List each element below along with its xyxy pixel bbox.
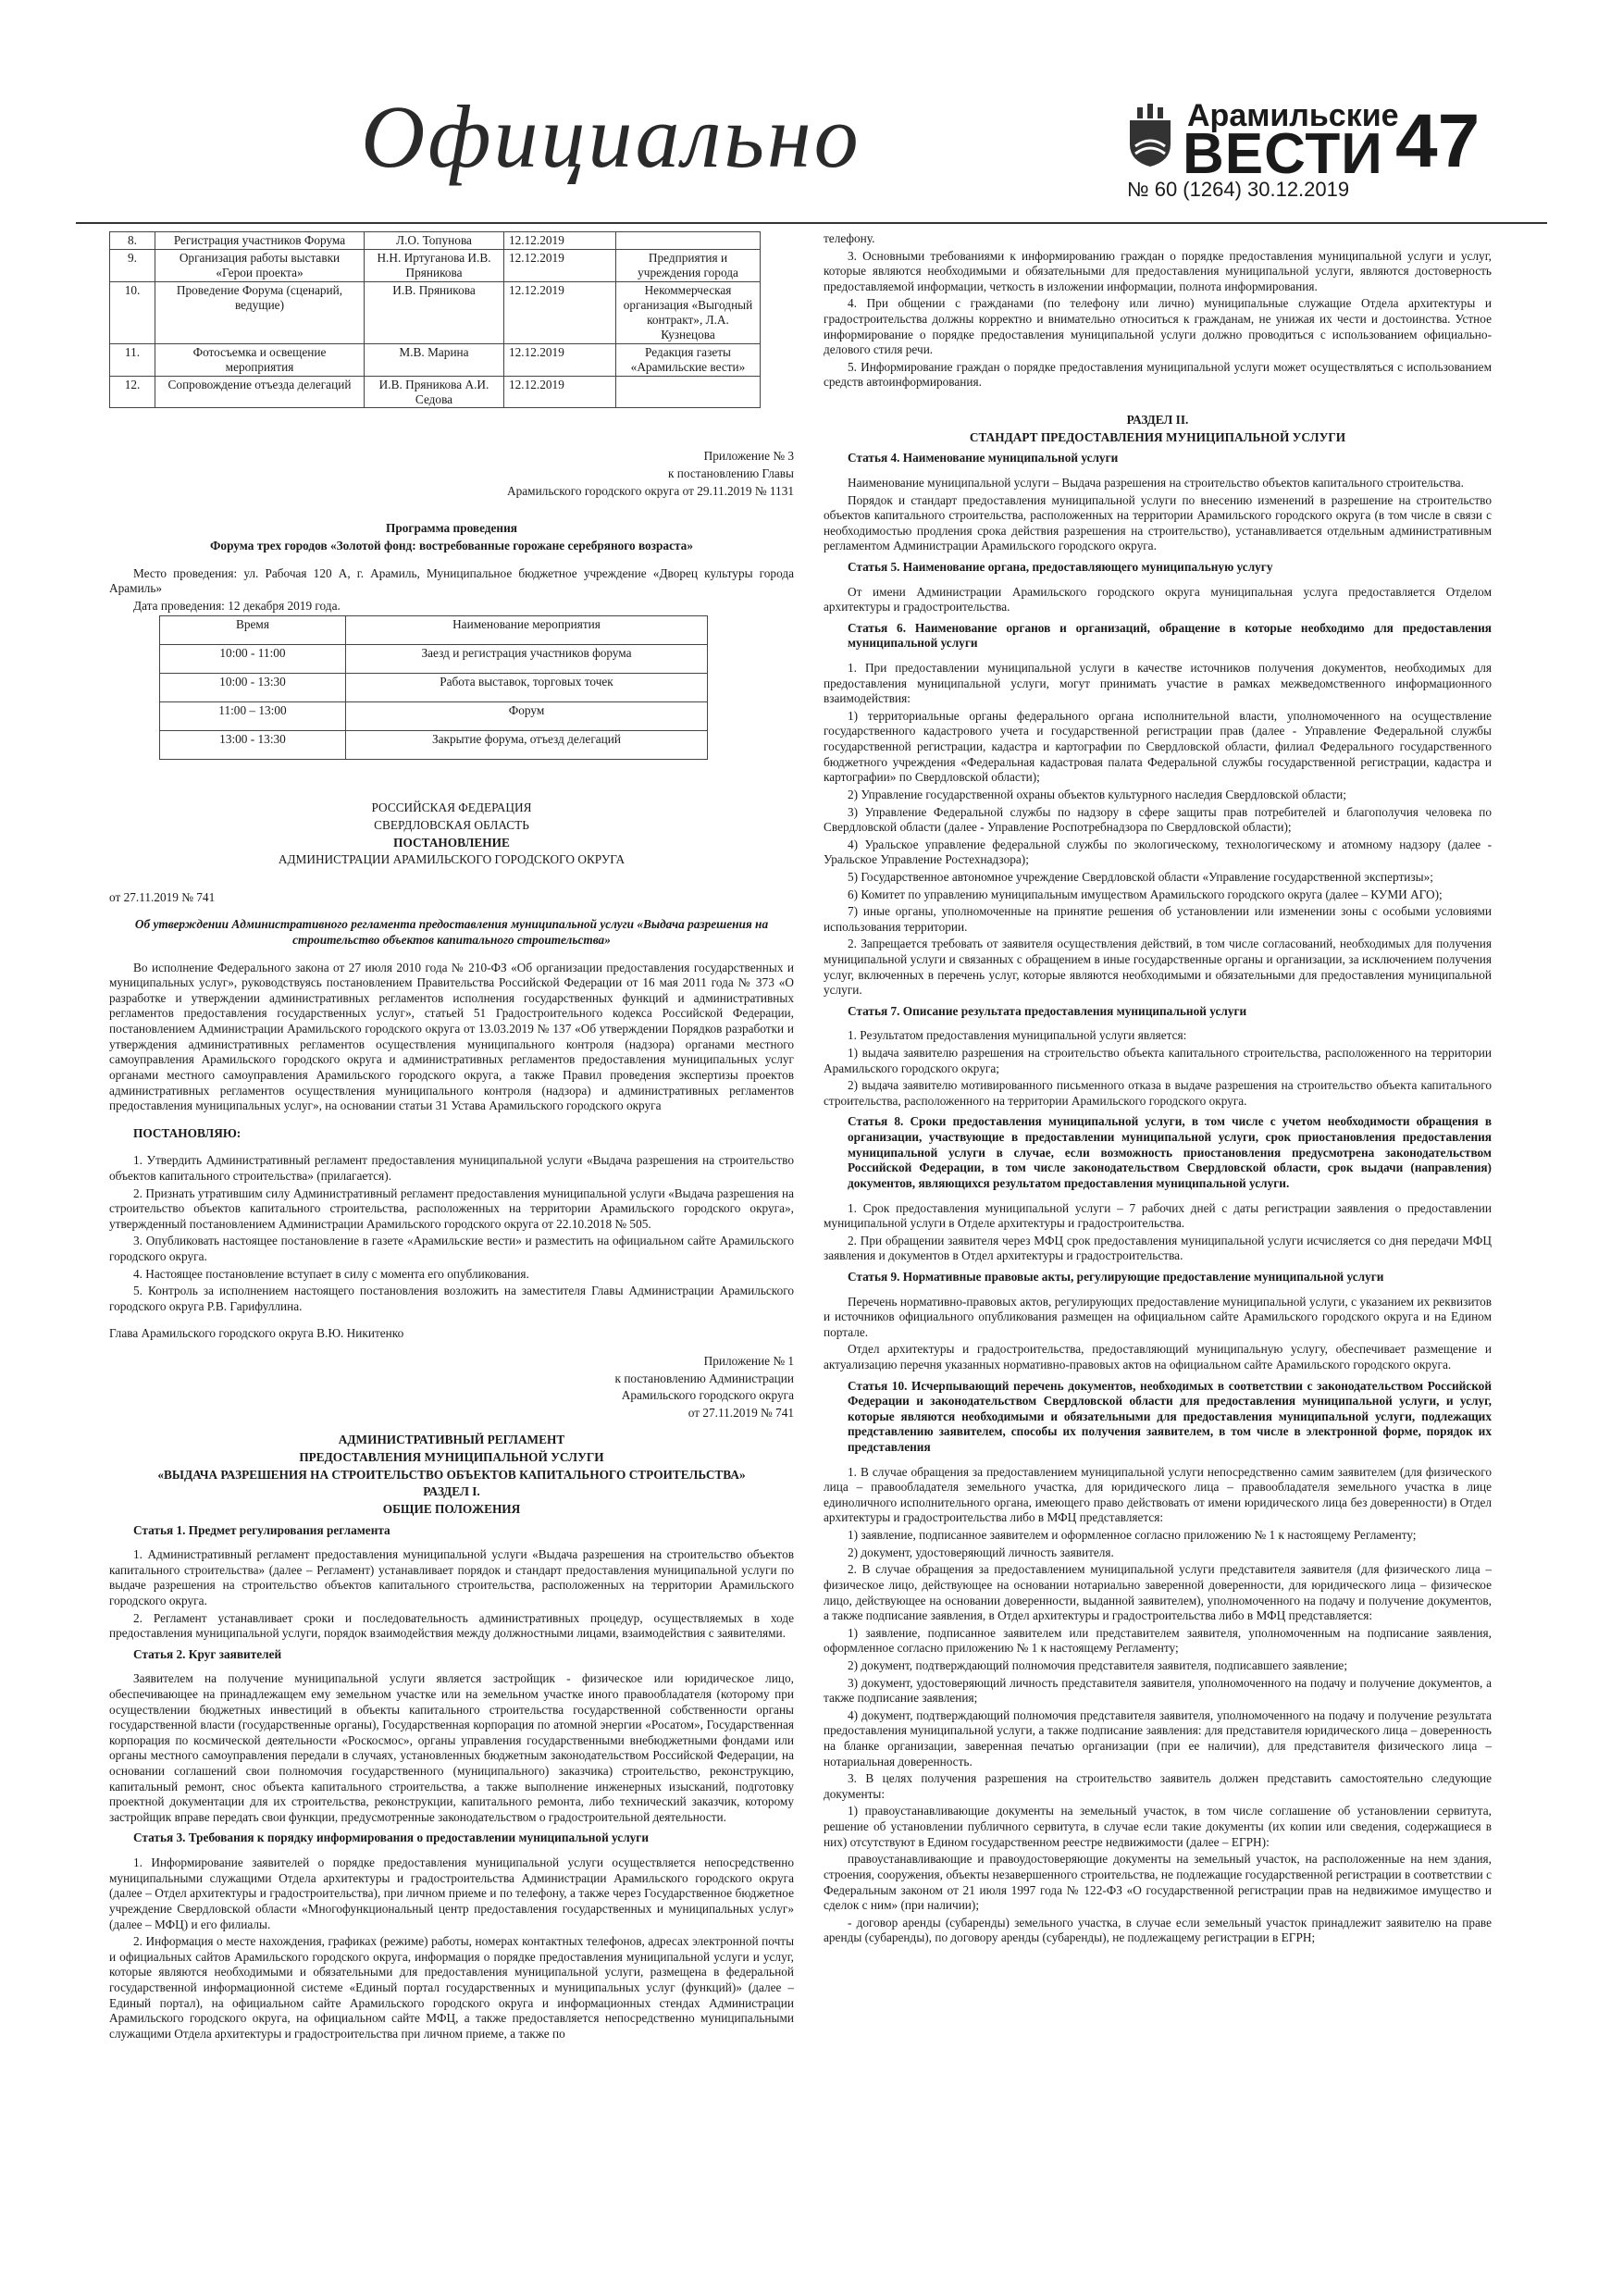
table-cell: И.В. Пряникова bbox=[365, 281, 504, 343]
paragraph: Порядок и стандарт предоставления муниципальной услуги по внесению изменений в разрешение на строительство объектов капитального строительства, расположенных на территории Арамильского городского округа (в том числе в связи с необходимостью продления срока действия разрешения на строительство), устанавливается отдельным административным регламентом Администрации Арамильского городского округа. bbox=[824, 492, 1492, 553]
appendix1-line: к постановлению Администрации bbox=[614, 1371, 794, 1385]
paragraph: 2. Регламент устанавливает сроки и последовательность административных процедур, осуществляемых в ходе предоставления муниципальной услуги, порядок взаимодействия между должностными лицами, взаимодействия с заявителями. bbox=[109, 1610, 794, 1641]
article-heading: Статья 3. Требования к порядку информирования о предоставлении муниципальной услуги bbox=[133, 1831, 650, 1845]
table-cell: Заезд и регистрация участников форума bbox=[346, 645, 708, 674]
table-cell: Закрытие форума, отъезд делегаций bbox=[346, 731, 708, 760]
paragraph: 2) Управление государственной охраны объектов культурного наследия Свердловской области; bbox=[848, 787, 1346, 801]
table-cell: 8. bbox=[110, 232, 155, 250]
paragraph: 2. При обращении заявителя через МФЦ срок предоставления муниципальной услуги исчисляется со дня передачи МФЦ заявления и документов в Отдел архитектуры и градостроительства. bbox=[824, 1233, 1492, 1263]
decree-type: ПОСТАНОВЛЕНИЕ bbox=[393, 835, 510, 850]
decree-item: 3. Опубликовать настоящее постановление в газете «Арамильские вести» и разместить на официальном сайте Арамильского городского округа. bbox=[109, 1234, 794, 1263]
paragraph: 1. При предоставлении муниципальной услуги в качестве источников получения документов, необходимых для предоставления муниципальной услуги, могут принимать участие в рамках межведомственного информационного взаимодействия: bbox=[824, 661, 1492, 706]
program-date: Дата проведения: 12 декабря 2019 года. bbox=[133, 598, 341, 613]
section-heading: РАЗДЕЛ II. bbox=[1126, 413, 1189, 428]
paragraph: 7) иные органы, уполномоченные на принятие решения об установлении или изменении зоны с особыми условиями использования территории. bbox=[824, 904, 1492, 934]
regulation-title: АДМИНИСТРАТИВНЫЙ РЕГЛАМЕНТ bbox=[338, 1433, 565, 1447]
paragraph: правоустанавливающие и правоудостоверяющие документы на земельный участок, на расположенные на нем здания, строения, сооружения, объекты незавершенного строительства, не подлежащие государственной регистрации в соответствии с Федеральным законом от 21 июля 1997 года № 122-ФЗ «О государственной регистрации прав на недвижимое имущество и сделок с ним» (при наличии); bbox=[824, 1852, 1492, 1913]
article-heading: Статья 5. Наименование органа, предоставляющего муниципальную услугу bbox=[848, 559, 1273, 574]
paragraph: 6) Комитет по управлению муниципальным имуществом Арамильского городского округа (далее – КУМИ АГО); bbox=[848, 887, 1443, 901]
table-header-row bbox=[160, 616, 708, 645]
table-cell: Работа выставок, торговых точек bbox=[346, 674, 708, 702]
program-name: Форума трех городов «Золотой фонд: востребованные горожане серебряного возраста» bbox=[210, 538, 693, 552]
forum-table bbox=[109, 231, 761, 408]
paragraph: 3) документ, удостоверяющий личность представителя заявителя, уполномоченного на подачу и получение документов, а также подписание заявления; bbox=[824, 1675, 1492, 1706]
decree-authority: АДМИНИСТРАЦИИ АРАМИЛЬСКОГО ГОРОДСКОГО ОКРУГА bbox=[278, 852, 626, 867]
table-cell: Некоммерческая организация «Выгодный контракт», Л.А. Кузнецова bbox=[616, 281, 761, 343]
paragraph: Наименование муниципальной услуги – Выдача разрешения на строительство объектов капитального строительства. bbox=[848, 475, 1464, 490]
table-row bbox=[110, 281, 761, 343]
section-name: СТАНДАРТ ПРЕДОСТАВЛЕНИЯ МУНИЦИПАЛЬНОЙ УСЛУГИ bbox=[969, 429, 1346, 444]
appendix3-line: к постановлению Главы bbox=[668, 466, 794, 481]
regulation-title: ПРЕДОСТАВЛЕНИЯ МУНИЦИПАЛЬНОЙ УСЛУГИ bbox=[299, 1450, 604, 1465]
header-rule bbox=[76, 222, 1547, 224]
decree-country: РОССИЙСКАЯ ФЕДЕРАЦИЯ bbox=[371, 800, 532, 815]
paragraph: 3. Основными требованиями к информированию граждан о порядке предоставления муниципальной услуги и услуг, которые являются необходимыми и обязательными для предоставления муниципальной услуги, являются достоверность предоставляемой информации, четкость в изложении информации, полнота информирования. bbox=[824, 248, 1492, 293]
article-heading: Статья 4. Наименование муниципальной услуги bbox=[848, 451, 1119, 465]
article-heading: Статья 2. Круг заявителей bbox=[133, 1646, 282, 1661]
table-row bbox=[110, 249, 761, 281]
right-column bbox=[824, 231, 1492, 1948]
decree-title: Об утверждении Административного регламента предоставления муниципальной услуги «Выдача разрешения на строительство объектов капитального строительства» bbox=[134, 917, 769, 948]
decree-date: от 27.11.2019 № 741 bbox=[109, 889, 216, 904]
decree-preamble: Во исполнение Федерального закона от 27 июля 2010 года № 210-ФЗ «Об организации предоставления государственных и муниципальных услуг», руководствуясь постановлением Правительства Российской Федерации от 16 мая 2011 года № 373 «О разработке и утверждении административных регламентов исполнения государственных функций и административных регламентов предоставления государственных услуг», статьей 51 Градостроительного кодекса Российской Федерации, постановлением Администрации Арамильского городского округа от 13.03.2019 № 137 «Об утверждении Порядков разработки и утверждения административных регламентов осуществления муниципального контроля (надзора) органами местного самоуправления Арамильского городского округа и административных регламентов предоставления муниципальных услуг органами местного самоуправления Арамильского городского округа, а также Правил проведения экспертизы проектов административных регламентов осуществления муниципального контроля (надзора) и административных регламентов предоставления муниципальных услуг», на основании статьи 31 Устава Арамильского городского округа bbox=[109, 960, 794, 1113]
table-cell: 12.12.2019 bbox=[504, 343, 616, 376]
table-cell: Редакция газеты «Арамильские вести» bbox=[616, 343, 761, 376]
decree-item: 5. Контроль за исполнением настоящего постановления возложить на заместителя Главы Администрации Арамильского городского округа Р.В. Гарифуллина. bbox=[109, 1284, 794, 1313]
table-cell: 10:00 - 13:30 bbox=[160, 674, 346, 702]
table-cell: Предприятия и учреждения города bbox=[616, 249, 761, 281]
paragraph: Отдел архитектуры и градостроительства, предоставляющий муниципальную услугу, обеспечивает размещение и актуализацию перечня указанных нормативно-правовых актов на официальном сайте Арамильского городского округа. bbox=[824, 1342, 1492, 1371]
article-heading: Статья 9. Нормативные правовые акты, регулирующие предоставление муниципальной услуги bbox=[848, 1269, 1384, 1284]
decree-region: СВЕРДЛОВСКАЯ ОБЛАСТЬ bbox=[374, 817, 529, 832]
paragraph: Заявителем на получение муниципальной услуги является застройщик - физическое или юридическое лицо, обеспечивающее на принадлежащем ему земельном участке или на земельном участке иного правообладателя (которому при осуществлении бюджетных инвестиций в объекты капитального строительства государственной собственности органы государственной власти (государственные органы), Государственная корпорация по атомной энергии «Росатом», Государственная корпорация по космической деятельности «Роскосмос», органы управления государственными внебюджетными фондами или органы местного самоуправления передали в случаях, установленных бюджетным законодательством Российской Федерации, на основании соглашений свои полномочия государственного (муниципального) заказчика) строительство, реконструкцию, капитальный ремонт, снос объекта капитального строительства, а также выполнение инженерных изысканий, подготовку проектной документации для их строительства, реконструкции, капитального ремонта, либо технический заказчик, которому застройщик вправе передать свои функции, предусмотренные законодательством о градостроительной деятельности. bbox=[109, 1671, 794, 1824]
paragraph: 1) выдача заявителю разрешения на строительство объекта капитального строительства, расположенного на территории Арамильского городского округа; bbox=[824, 1046, 1492, 1075]
page-number: 47 bbox=[1395, 99, 1481, 183]
table-cell: 12.12.2019 bbox=[504, 232, 616, 250]
section-heading: РАЗДЕЛ I. bbox=[423, 1484, 480, 1499]
table-row bbox=[160, 645, 708, 674]
column-header: Наименование мероприятия bbox=[346, 616, 708, 645]
decree-item: 2. Признать утратившим силу Административный регламент предоставления муниципальной услуги «Выдача разрешения на строительство объектов капитального строительства, расположенных на территории Арамильского городского округа», утвержденный постановлением Администрации Арамильского городского округа от 22.10.2018 № 505. bbox=[109, 1185, 794, 1231]
paragraph: Перечень нормативно-правовых актов, регулирующих предоставление муниципальной услуги, с указанием их реквизитов и источников официального опубликования размещен на официальном сайте Арамильского городского округа и на Едином портале. bbox=[824, 1294, 1492, 1339]
appendix1-line: Приложение № 1 bbox=[703, 1354, 794, 1369]
table-cell: 10. bbox=[110, 281, 155, 343]
table-cell bbox=[616, 232, 761, 250]
paragraph: 2. Запрещается требовать от заявителя осуществления действий, в том числе согласований, необходимых для получения муниципальной услуги и связанных с обращением в иные государственные органы и организации, за исключением получения услуг, включенных в перечень услуг, которые являются необходимыми и обязательными для предоставления муниципальной услуги. bbox=[824, 937, 1492, 998]
paragraph: 1. Срок предоставления муниципальной услуги – 7 рабочих дней с даты регистрации заявления о предоставлении муниципальной услуги в Отделе архитектуры и градостроительства. bbox=[824, 1200, 1492, 1231]
paragraph: 4) документ, подтверждающий полномочия представителя заявителя, уполномоченного на подачу и получение результата предоставления муниципальной услуги, а также подписание заявления: для представителя юридического лица – доверенность на бланке организации, заверенная печатью организации (при ее наличии), для представителя физического лица – нотариальная доверенность. bbox=[824, 1707, 1492, 1769]
table-cell: 11. bbox=[110, 343, 155, 376]
table-cell: Н.Н. Иртуганова И.В. Пряникова bbox=[365, 249, 504, 281]
article-heading: Статья 7. Описание результата предоставления муниципальной услуги bbox=[848, 1003, 1247, 1018]
paragraph: 2) документ, подтверждающий полномочия представителя заявителя, подписавшего заявление; bbox=[848, 1657, 1348, 1672]
schedule-table bbox=[159, 615, 708, 760]
decree-item: 4. Настоящее постановление вступает в силу с момента его опубликования. bbox=[133, 1266, 529, 1281]
paragraph: 3. В целях получения разрешения на строительство заявитель должен представить самостоятельно следующие документы: bbox=[824, 1771, 1492, 1801]
paragraph: 5) Государственное автономное учреждение Свердловской области «Управление государственной экспертизы»; bbox=[848, 869, 1433, 884]
paragraph: 4. При общении с гражданами (по телефону или лично) муниципальные служащие Отдела архитектуры и градостроительства должны корректно и внимательно относиться к гражданам, не унижая их чести и достоинства. Устное информирование о порядке предоставления муниципальной услуги должно проводиться с использованием официально-делового стиля речи. bbox=[824, 296, 1492, 357]
decree-resolve: ПОСТАНОВЛЯЮ: bbox=[133, 1125, 242, 1140]
table-row bbox=[110, 232, 761, 250]
paragraph: 1) заявление, подписанное заявителем и оформленное согласно приложению № 1 к настоящему Регламенту; bbox=[848, 1528, 1417, 1543]
paragraph: 2) выдача заявителю мотивированного письменного отказа в выдаче разрешения на строительство объекта капитального строительства, расположенного на территории Арамильского городского округа. bbox=[824, 1078, 1492, 1108]
table-row bbox=[110, 376, 761, 408]
article-heading: Статья 8. Сроки предоставления муниципальной услуги, в том числе с учетом необходимости обращения в организации, участвующие в предоставлении муниципальной услуги, срок приостановления предоставления муниципальной услуги в случае, если возможность приостановления предусмотрена законодательством Российской Федерации, в том числе законодательством Свердловской области, срок выдачи (направления) документов, являющихся результатом предоставления муниципальной услуги. bbox=[848, 1114, 1492, 1190]
program-title: Программа проведения bbox=[386, 521, 517, 536]
table-cell: 10:00 - 11:00 bbox=[160, 645, 346, 674]
brand-name: ВЕСТИ bbox=[1183, 122, 1383, 186]
paragraph: 1) заявление, подписанное заявителем или представителем заявителя, уполномоченным на подписание заявления, оформленное согласно приложению № 1 к настоящему Регламенту; bbox=[824, 1625, 1492, 1656]
paragraph: 2. В случае обращения за предоставлением муниципальной услуги представителя заявителя (для физического лица – физическое лицо, действующее на основании нотариально заверенной доверенности, для юридического лица – физическое лицо, действующее на основании доверенности, выданной заявителем), уполномоченного на подачу и получение документов, а также подписание заявления, в Отдел архитектуры и градостроительства либо в МФЦ представляется: bbox=[824, 1562, 1492, 1623]
paragraph: 2) документ, удостоверяющий личность заявителя. bbox=[848, 1545, 1114, 1559]
table-cell: Сопровождение отъезда делегаций bbox=[155, 376, 365, 408]
paragraph: 3) Управление Федеральной службы по надзору в сфере защиты прав потребителей и благополучия человека по Свердловской области (далее - Управление Роспотребнадзора по Свердловской области); bbox=[824, 804, 1492, 835]
table-row bbox=[160, 731, 708, 760]
table-cell: Л.О. Топунова bbox=[365, 232, 504, 250]
paragraph: телефону. bbox=[824, 231, 875, 245]
paragraph: 2. Информация о месте нахождения, графиках (режиме) работы, номерах контактных телефонов, адресах электронной почты и официальных сайтов Арамильского городского округа, информация о порядке предоставления муниципальной услуги и услуг, которые являются необходимыми и обязательными для предоставления муниципальной услуги, размещена в федеральной государственной информационной системе «Единый портал государственных и муниципальных услуг (функций)» (далее – Единый портал), на официальном сайте Арамильского городского округа и информационных стендах Администрации Арамильского городского округа, на официальном сайте МФЦ, а также предоставляется непосредственно муниципальными служащими Отдела архитектуры и градостроительства при личном приеме, а также по bbox=[109, 1934, 794, 2041]
table-row bbox=[110, 343, 761, 376]
table-cell: Регистрация участников Форума bbox=[155, 232, 365, 250]
paragraph: 5. Информирование граждан о порядке предоставления муниципальной услуги может осуществляться с использованием средств автоинформирования. bbox=[824, 359, 1492, 390]
table-cell: 9. bbox=[110, 249, 155, 281]
table-cell: 12.12.2019 bbox=[504, 249, 616, 281]
table-cell: Проведение Форума (сценарий, ведущие) bbox=[155, 281, 365, 343]
table-cell: 11:00 – 13:00 bbox=[160, 702, 346, 731]
paragraph: 1. Административный регламент предоставления муниципальной услуги «Выдача разрешения на строительство объектов капитального строительства» (далее – Регламент) устанавливает порядок и стандарт предоставления муниципальной услуги по выдаче разрешения на строительство объектов капитального строительства, расположенных на территории Арамильского городского округа. bbox=[109, 1547, 794, 1607]
table-cell: Фотосъемка и освещение мероприятия bbox=[155, 343, 365, 376]
decree-signature: Глава Арамильского городского округа В.Ю. Никитенко bbox=[109, 1326, 404, 1341]
brand-top: Арамильские bbox=[1187, 98, 1399, 133]
paragraph: 1) территориальные органы федерального органа исполнительной власти, уполномоченного на осуществление государственного кадастрового учета и государственной регистрации прав (далее - Управление Федеральной службы государственной регистрации, кадастра и картографии по Свердловской области, филиал Федерального государственного бюджетного учреждения «Федеральная кадастровая палата Федеральной службы государственной регистрации, кадастра и картографии» по Свердловской области); bbox=[824, 708, 1492, 785]
regulation-title: «ВЫДАЧА РАЗРЕШЕНИЯ НА СТРОИТЕЛЬСТВО ОБЪЕКТОВ КАПИТАЛЬНОГО СТРОИТЕЛЬСТВА» bbox=[157, 1467, 746, 1482]
table-cell: И.В. Пряникова А.И. Седова bbox=[365, 376, 504, 408]
appendix1-line: от 27.11.2019 № 741 bbox=[688, 1405, 794, 1420]
section-name: ОБЩИЕ ПОЛОЖЕНИЯ bbox=[382, 1501, 521, 1516]
table-cell: 12.12.2019 bbox=[504, 376, 616, 408]
page-header bbox=[0, 0, 1623, 222]
table-row bbox=[160, 702, 708, 731]
appendix1-line: Арамильского городского округа bbox=[621, 1388, 794, 1403]
table-cell: Организация работы выставки «Герои проекта» bbox=[155, 249, 365, 281]
table-cell: Форум bbox=[346, 702, 708, 731]
paragraph: 1. Результатом предоставления муниципальной услуги является: bbox=[848, 1028, 1187, 1043]
paragraph: - договор аренды (субаренды) земельного участка, в случае если земельный участок принадлежит заявителю на праве аренды (субаренды), по договору аренды (субаренды), не подлежащему регистрации в ЕГРН; bbox=[824, 1915, 1492, 1945]
table-cell: М.В. Марина bbox=[365, 343, 504, 376]
table-cell: 12.12.2019 bbox=[504, 281, 616, 343]
coat-of-arms-icon bbox=[1124, 104, 1176, 168]
section-title: Официально bbox=[361, 87, 861, 186]
paragraph: 1. В случае обращения за предоставлением муниципальной услуги непосредственно самим заявителем (для физического лица – правообладателя земельного участка, для юридического лица – правообладателя земельного участка в лице единоличного исполнительного органа, имеющего право действовать от имени юридического лица без доверенности) в Отдел архитектуры и градостроительства либо в МФЦ представляется: bbox=[824, 1464, 1492, 1525]
paragraph: 1) правоустанавливающие документы на земельный участок, в том числе соглашение об установлении сервитута, решение об установлении публичного сервитута, в случае если такие документы (их копии или сведения, содержащиеся в них) отсутствуют в Едином государственном реестре недвижимости (далее – ЕГРН): bbox=[824, 1804, 1492, 1849]
decree-item: 1. Утвердить Административный регламент предоставления муниципальной услуги «Выдача разрешения на строительство объектов капитального строительства» (прилагается). bbox=[109, 1153, 794, 1183]
table-cell: 12. bbox=[110, 376, 155, 408]
issue-info: № 60 (1264) 30.12.2019 bbox=[1127, 178, 1350, 201]
appendix3-line: Приложение № 3 bbox=[703, 449, 794, 464]
appendix3-line: Арамильского городского округа от 29.11.2019 № 1131 bbox=[507, 483, 794, 498]
paragraph: От имени Администрации Арамильского городского округа муниципальная услуга предоставляется Отделом архитектуры и градостроительства. bbox=[824, 584, 1492, 614]
program-venue: Место проведения: ул. Рабочая 120 А, г. Арамиль, Муниципальное бюджетное учреждение «Дворец культуры города Арамиль» bbox=[109, 565, 794, 596]
paragraph: 4) Уральское управление федеральной службы по экологическому, технологическому и атомному надзору (далее - Уральское Управление Ростехнадзора); bbox=[824, 837, 1492, 867]
table-row bbox=[160, 674, 708, 702]
article-heading: Статья 6. Наименование органов и организаций, обращение в которые необходимо для предоставления муниципальной услуги bbox=[848, 620, 1492, 651]
article-heading: Статья 10. Исчерпывающий перечень документов, необходимых в соответствии с законодательством Российской Федерации и законодательством Свердловской области для предоставления муниципальной услуги, и услуг, которые являются необходимыми и обязательными для предоставления муниципальной услуги, подлежащих представлению заявителем, способы их получения заявителем, в том числе в электронной форме, порядок их представления bbox=[848, 1378, 1492, 1455]
article-heading: Статья 1. Предмет регулирования регламента bbox=[133, 1522, 390, 1537]
table-cell: 13:00 - 13:30 bbox=[160, 731, 346, 760]
paragraph: 1. Информирование заявителей о порядке предоставления муниципальной услуги осуществляется непосредственно муниципальными служащими Отдела архитектуры и градостроительства Администрации Арамильского городского округа (далее – Отдел архитектуры и градостроительства), при личном приеме и по телефону, а также через Государственное бюджетное учреждение Свердловской области «Многофункциональный центр предоставления государственных и муниципальных услуг» (далее – МФЦ) и его филиалы. bbox=[109, 1855, 794, 1931]
table-cell bbox=[616, 376, 761, 408]
left-column bbox=[109, 231, 794, 2043]
column-header: Время bbox=[160, 616, 346, 645]
